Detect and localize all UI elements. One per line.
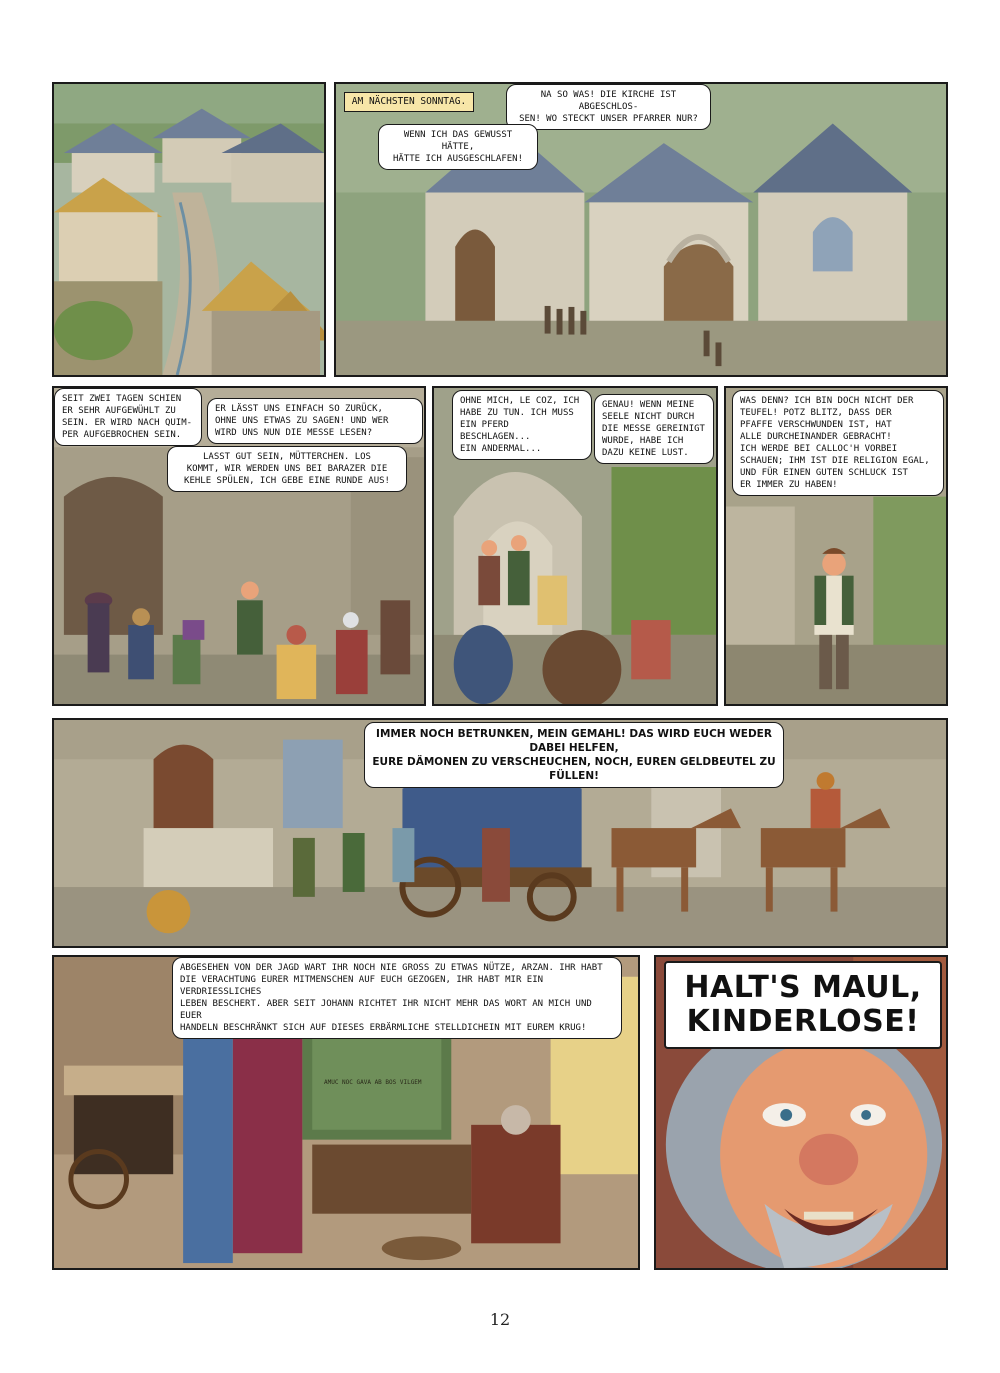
speech-bubble-church-locked: NA SO WAS! DIE KIRCHE IST ABGESCHLOS- SEN! WO STECKT UNSER PFARRER NUR? <box>506 84 711 130</box>
speech-bubble-hunting-reproach: ABGESEHEN VON DER JAGD WART IHR NOCH NIE GROSS ZU ETWAS NÜTZE, ARZAN. IHR HABT DIE VERACHTUNG EURER MITMENSCHEN AUF EUCH GEZOGEN, IHR HABT MIR EIN VERDRIESSLICHES LEBEN BESCHERT. ABER SEIT JOHANN RICHTET IHR NICHT MEHR DAS WORT AN MICH UND EUER HANDELN BESCHRÄNKT SICH AUF DIESES ERBÄRMLICHE STELLDICHEIN MIT EUREM KRUG! <box>172 957 622 1039</box>
panel-church <box>334 82 948 377</box>
speech-bubble-without-me: OHNE MICH, LE COZ, ICH HABE ZU TUN. ICH MUSS EIN PFERD BESCHLAGEN... EIN ANDERMAL... <box>452 390 592 460</box>
panel-old-man-closeup <box>654 955 948 1270</box>
speech-bubble-not-the-devil: WAS DENN? ICH BIN DOCH NICHT DER TEUFEL! POTZ BLITZ, DASS DER PFAFFE VERSCHWUNDEN IST, HAT ALLE DURCHEINANDER GEBRACHT! ICH WERDE BEI CALLOC'H VORBEI SCHAUEN; IHM IST DIE RELIGION EGAL, UND FÜR EINEN GUTEN SCHLUCK IST ER IMMER ZU HABEN! <box>732 390 944 496</box>
panel-village <box>52 82 326 377</box>
panel-villager-alone <box>724 386 948 706</box>
speech-bubble-slept-in: WENN ICH DAS GEWUSST HÄTTE, HÄTTE ICH AUSGESCHLAFEN! <box>378 124 538 170</box>
speech-bubble-still-drunk: IMMER NOCH BETRUNKEN, MEIN GEMAHL! DAS WIRD EUCH WEDER DABEI HELFEN, EURE DÄMONEN ZU VERSCHEUCHEN, NOCH, EUREN GELDBEUTEL ZU FÜLLEN! <box>364 722 784 788</box>
panel-church-door <box>52 386 426 706</box>
village-illustration <box>54 84 324 375</box>
speech-bubble-two-days: SEIT ZWEI TAGEN SCHIEN ER SEHR AUFGEWÜHLT ZU SEIN. ER WIRD NACH QUIM- PER AUFGEBROCHEN SEIN. <box>54 388 202 446</box>
panel-carriage <box>52 718 948 948</box>
speech-bubble-shut-up: HALT'S MAUL, KINDERLOSE! <box>664 961 942 1049</box>
speech-bubble-leaves-us: ER LÄSST UNS EINFACH SO ZURÜCK, OHNE UNS ETWAS ZU SAGEN! UND WER WIRD UNS NUN DIE MESSE LESEN? <box>207 398 423 444</box>
page-number: 12 <box>489 1310 511 1329</box>
panel-castle-interior <box>52 955 640 1270</box>
caption-next-sunday: AM NÄCHSTEN SONNTAG. <box>344 92 474 112</box>
tapestry-inscription: AMUC NOC GAVA AB BOS VILGEM <box>324 1079 422 1086</box>
panel-leaving-church <box>432 386 718 706</box>
speech-bubble-soul-not-cleansed: GENAU! WENN MEINE SEELE NICHT DURCH DIE MESSE GEREINIGT WURDE, HABE ICH DAZU KEINE LUST. <box>594 394 714 464</box>
speech-bubble-round-of-drinks: LASST GUT SEIN, MÜTTERCHEN. LOS KOMMT, WIR WERDEN UNS BEI BARAZER DIE KEHLE SPÜLEN, ICH GEBE EINE RUNDE AUS! <box>167 446 407 492</box>
